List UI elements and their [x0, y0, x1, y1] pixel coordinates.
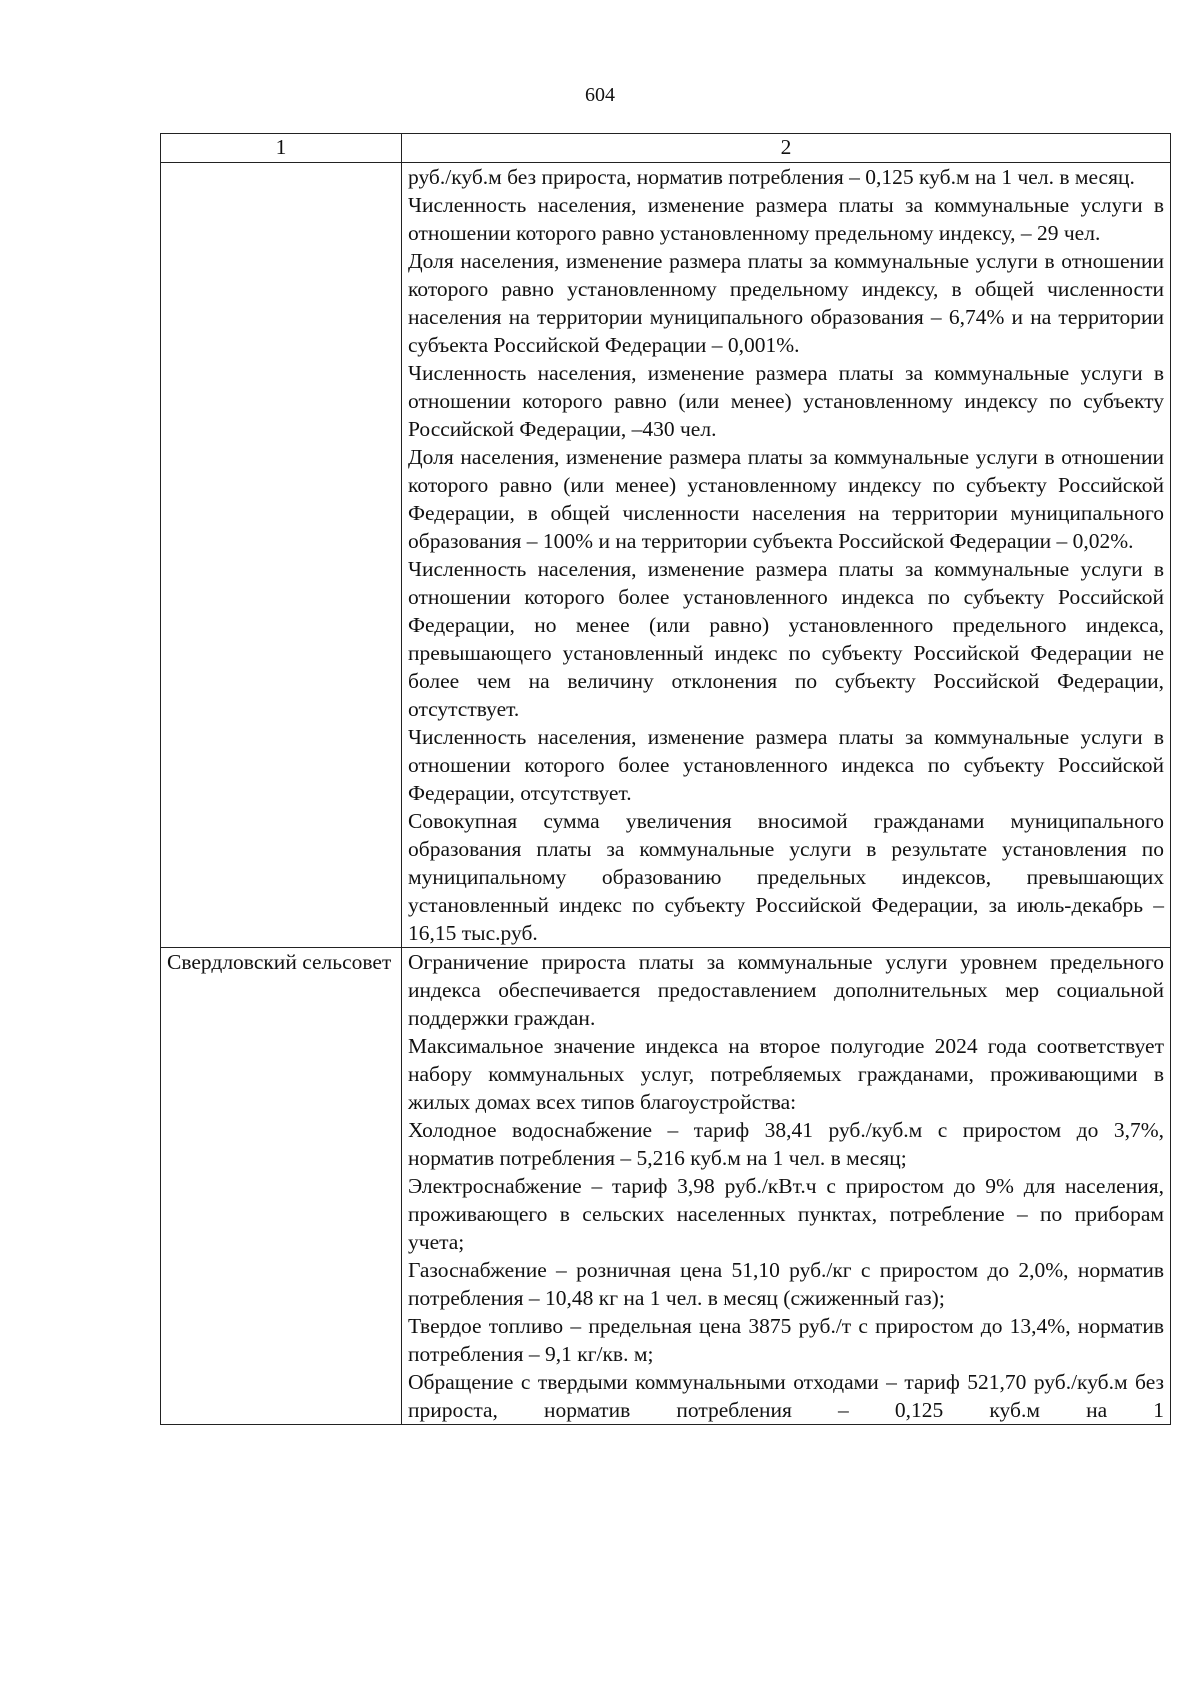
paragraph: Совокупная сумма увеличения вносимой гражданами муниципального образования платы за коммунальные услуги в результате установления по муниципальному образованию предельных индексов, превышающих установленный индекс по субъекту Российской Федерации, за июль-декабрь – 16,15 тыс.руб.: [408, 809, 1164, 945]
page-number: 604: [585, 84, 615, 106]
description-cell: [402, 163, 1171, 948]
paragraph: Численность населения, изменение размера платы за коммунальные услуги в отношении которого равно (или менее) установленному индексу по субъекту Российской Федерации, –430 чел.: [408, 361, 1164, 441]
table-row: [161, 163, 1171, 948]
paragraph: Холодное водоснабжение – тариф 38,41 руб./куб.м с приростом до 3,7%, норматив потребления – 5,216 куб.м на 1 чел. в месяц;: [408, 1118, 1164, 1170]
paragraph: Ограничение прироста платы за коммунальные услуги уровнем предельного индекса обеспечивается предоставлением дополнительных мер социальной поддержки граждан.: [408, 950, 1164, 1030]
municipality-cell: [161, 163, 402, 948]
column-header-2: 2: [402, 134, 1171, 163]
paragraph: Численность населения, изменение размера платы за коммунальные услуги в отношении которого более установленного индекса по субъекту Российской Федерации, отсутствует.: [408, 725, 1164, 805]
column-header-1: 1: [161, 134, 402, 163]
table-header-row: [161, 134, 1171, 163]
municipality-cell: Свердловский сельсовет: [161, 948, 402, 1425]
paragraph: Электроснабжение – тариф 3,98 руб./кВт.ч с приростом до 9% для населения, проживающего в сельских населенных пунктах, потребление – по приборам учета;: [408, 1174, 1164, 1254]
description-cell: [402, 948, 1171, 1425]
paragraph: Газоснабжение – розничная цена 51,10 руб./кг с приростом до 2,0%, норматив потребления – 10,48 кг на 1 чел. в месяц (сжиженный газ);: [408, 1258, 1164, 1310]
paragraph: Доля населения, изменение размера платы за коммунальные услуги в отношении которого равно установленному предельному индексу, в общей численности населения на территории муниципального образования – 6,74% и на территории субъекта Российской Федерации – 0,001%.: [408, 249, 1164, 357]
paragraph: Максимальное значение индекса на второе полугодие 2024 года соответствует набору коммунальных услуг, потребляемых гражданами, проживающими в жилых домах всех типов благоустройства:: [408, 1034, 1164, 1114]
paragraph: Доля населения, изменение размера платы за коммунальные услуги в отношении которого равно (или менее) установленному индексу по субъекту Российской Федерации, в общей численности населения на территории муниципального образования – 100% и на территории субъекта Российской Федерации – 0,02%.: [408, 445, 1164, 553]
table-row: [161, 948, 1171, 1425]
data-table: [160, 133, 1171, 1425]
paragraph: Твердое топливо – предельная цена 3875 руб./т с приростом до 13,4%, норматив потребления – 9,1 кг/кв. м;: [408, 1314, 1164, 1366]
paragraph: Численность населения, изменение размера платы за коммунальные услуги в отношении которого равно установленному предельному индексу, – 29 чел.: [408, 193, 1164, 245]
paragraph: руб./куб.м без прироста, норматив потребления – 0,125 куб.м на 1 чел. в месяц.: [408, 165, 1135, 189]
paragraph: Численность населения, изменение размера платы за коммунальные услуги в отношении которого более установленного индекса по субъекту Российской Федерации, но менее (или равно) установленного предельного индекса, превышающего установленный индекс по субъекту Российской Федерации не более чем на величину отклонения по субъекту Российской Федерации, отсутствует.: [408, 557, 1164, 721]
paragraph: Обращение с твердыми коммунальными отходами – тариф 521,70 руб./куб.м без прироста, норматив потребления – 0,125 куб.м на 1: [408, 1370, 1164, 1422]
